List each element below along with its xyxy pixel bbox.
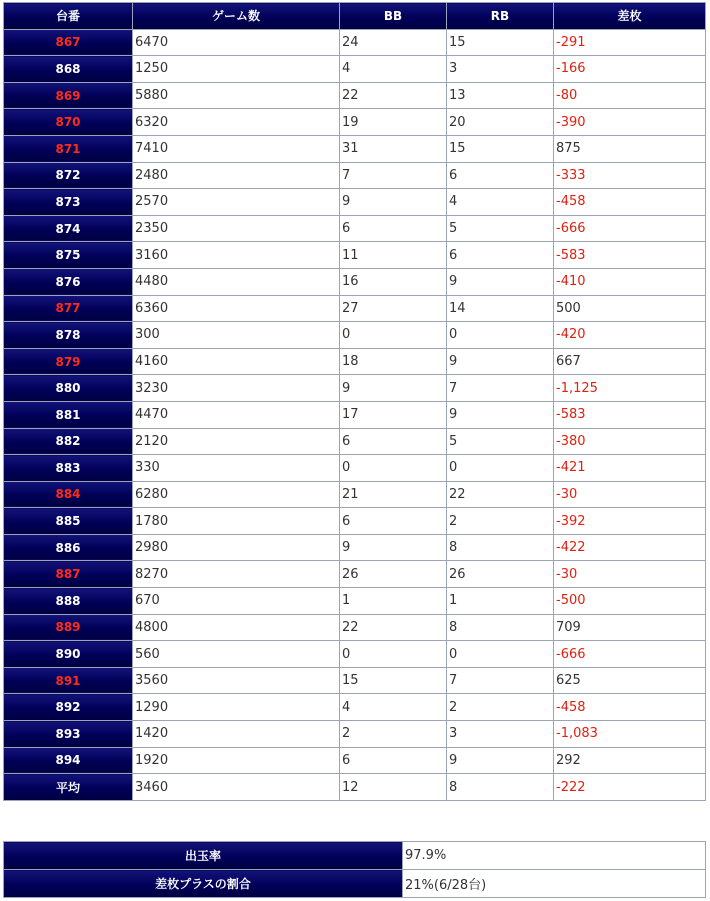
payout-label: 出玉率 — [4, 842, 403, 870]
diff-cell: -500 — [554, 588, 706, 615]
table-row — [4, 694, 706, 721]
diff-cell: -422 — [554, 534, 706, 561]
machine-number-cell: 884 — [4, 481, 133, 508]
games-cell: 670 — [133, 588, 340, 615]
table-row — [4, 614, 706, 641]
diff-cell: -666 — [554, 215, 706, 242]
table-row — [4, 508, 706, 535]
machine-number-cell: 881 — [4, 401, 133, 428]
machine-number-cell: 889 — [4, 614, 133, 641]
rb-cell: 0 — [447, 322, 554, 349]
games-cell: 300 — [133, 322, 340, 349]
header-machine: 台番 — [4, 3, 133, 30]
table-row — [4, 348, 706, 375]
rb-cell: 9 — [447, 747, 554, 774]
payout-row — [4, 842, 706, 870]
table-row — [4, 82, 706, 109]
diff-cell: -291 — [554, 29, 706, 56]
machine-number-cell: 874 — [4, 215, 133, 242]
diff-cell: 292 — [554, 747, 706, 774]
games-cell: 2120 — [133, 428, 340, 455]
diff-cell: -583 — [554, 242, 706, 269]
bb-cell: 9 — [340, 534, 447, 561]
bb-cell: 6 — [340, 428, 447, 455]
bb-cell: 11 — [340, 242, 447, 269]
machine-number-cell: 868 — [4, 56, 133, 83]
bb-cell: 16 — [340, 268, 447, 295]
games-cell: 2980 — [133, 534, 340, 561]
table-row — [4, 641, 706, 668]
average-label: 平均 — [4, 774, 133, 801]
table-row — [4, 481, 706, 508]
bb-cell: 18 — [340, 348, 447, 375]
diff-cell: 667 — [554, 348, 706, 375]
table-row — [4, 455, 706, 482]
summary-table — [3, 841, 706, 898]
games-cell: 8270 — [133, 561, 340, 588]
bb-cell: 6 — [340, 508, 447, 535]
rb-cell: 22 — [447, 481, 554, 508]
bb-cell: 9 — [340, 189, 447, 216]
rb-cell: 2 — [447, 508, 554, 535]
table-row — [4, 375, 706, 402]
diff-cell: -421 — [554, 455, 706, 482]
machine-number-cell: 870 — [4, 109, 133, 136]
rb-cell: 8 — [447, 614, 554, 641]
table-row — [4, 747, 706, 774]
machine-number-cell: 892 — [4, 694, 133, 721]
games-cell: 2480 — [133, 162, 340, 189]
machine-number-cell: 878 — [4, 322, 133, 349]
table-row — [4, 242, 706, 269]
diff-cell: -583 — [554, 401, 706, 428]
bb-cell: 26 — [340, 561, 447, 588]
average-games: 3460 — [133, 774, 340, 801]
machine-data-table — [3, 2, 706, 801]
table-row — [4, 189, 706, 216]
table-header-row — [4, 3, 706, 30]
diff-cell: 709 — [554, 614, 706, 641]
bb-cell: 7 — [340, 162, 447, 189]
rb-cell: 26 — [447, 561, 554, 588]
machine-number-cell: 869 — [4, 82, 133, 109]
table-row — [4, 322, 706, 349]
diff-cell: -410 — [554, 268, 706, 295]
bb-cell: 9 — [340, 375, 447, 402]
bb-cell: 19 — [340, 109, 447, 136]
games-cell: 7410 — [133, 135, 340, 162]
games-cell: 6470 — [133, 29, 340, 56]
machine-number-cell: 876 — [4, 268, 133, 295]
games-cell: 5880 — [133, 82, 340, 109]
games-cell: 4160 — [133, 348, 340, 375]
machine-number-cell: 888 — [4, 588, 133, 615]
rb-cell: 3 — [447, 56, 554, 83]
games-cell: 1250 — [133, 56, 340, 83]
diff-cell: 625 — [554, 667, 706, 694]
table-row — [4, 135, 706, 162]
machine-number-cell: 871 — [4, 135, 133, 162]
diff-cell: 500 — [554, 295, 706, 322]
bb-cell: 0 — [340, 455, 447, 482]
average-rb: 8 — [447, 774, 554, 801]
bb-cell: 15 — [340, 667, 447, 694]
games-cell: 1780 — [133, 508, 340, 535]
games-cell: 4470 — [133, 401, 340, 428]
diff-cell: 875 — [554, 135, 706, 162]
table-row — [4, 721, 706, 748]
rb-cell: 5 — [447, 428, 554, 455]
diff-cell: -80 — [554, 82, 706, 109]
diff-cell: -1,125 — [554, 375, 706, 402]
plus-ratio-value: 21%(6/28台) — [403, 870, 706, 898]
bb-cell: 17 — [340, 401, 447, 428]
table-row — [4, 56, 706, 83]
table-row — [4, 561, 706, 588]
rb-cell: 20 — [447, 109, 554, 136]
rb-cell: 15 — [447, 29, 554, 56]
machine-number-cell: 867 — [4, 29, 133, 56]
bb-cell: 0 — [340, 322, 447, 349]
machine-number-cell: 891 — [4, 667, 133, 694]
table-row — [4, 667, 706, 694]
table-row — [4, 29, 706, 56]
rb-cell: 9 — [447, 401, 554, 428]
rb-cell: 9 — [447, 348, 554, 375]
rb-cell: 7 — [447, 375, 554, 402]
games-cell: 2350 — [133, 215, 340, 242]
games-cell: 1920 — [133, 747, 340, 774]
bb-cell: 31 — [340, 135, 447, 162]
games-cell: 560 — [133, 641, 340, 668]
rb-cell: 6 — [447, 162, 554, 189]
plus-ratio-label: 差枚プラスの割合 — [4, 870, 403, 898]
diff-cell: -166 — [554, 56, 706, 83]
bb-cell: 2 — [340, 721, 447, 748]
table-row — [4, 215, 706, 242]
header-bb: BB — [340, 3, 447, 30]
machine-number-cell: 873 — [4, 189, 133, 216]
machine-number-cell: 877 — [4, 295, 133, 322]
games-cell: 4480 — [133, 268, 340, 295]
games-cell: 1290 — [133, 694, 340, 721]
rb-cell: 3 — [447, 721, 554, 748]
diff-cell: -1,083 — [554, 721, 706, 748]
games-cell: 2570 — [133, 189, 340, 216]
bb-cell: 21 — [340, 481, 447, 508]
diff-cell: -458 — [554, 189, 706, 216]
machine-number-cell: 879 — [4, 348, 133, 375]
rb-cell: 0 — [447, 641, 554, 668]
games-cell: 330 — [133, 455, 340, 482]
bb-cell: 4 — [340, 694, 447, 721]
diff-cell: -392 — [554, 508, 706, 535]
payout-value: 97.9% — [403, 842, 706, 870]
games-cell: 6360 — [133, 295, 340, 322]
rb-cell: 0 — [447, 455, 554, 482]
rb-cell: 1 — [447, 588, 554, 615]
diff-cell: -390 — [554, 109, 706, 136]
diff-cell: -420 — [554, 322, 706, 349]
machine-number-cell: 875 — [4, 242, 133, 269]
bb-cell: 6 — [340, 747, 447, 774]
bb-cell: 0 — [340, 641, 447, 668]
games-cell: 6280 — [133, 481, 340, 508]
header-diff: 差枚 — [554, 3, 706, 30]
table-body — [4, 29, 706, 774]
games-cell: 6320 — [133, 109, 340, 136]
diff-cell: -458 — [554, 694, 706, 721]
rb-cell: 8 — [447, 534, 554, 561]
games-cell: 3160 — [133, 242, 340, 269]
bb-cell: 1 — [340, 588, 447, 615]
machine-number-cell: 885 — [4, 508, 133, 535]
machine-number-cell: 887 — [4, 561, 133, 588]
games-cell: 4800 — [133, 614, 340, 641]
average-row — [4, 774, 706, 801]
rb-cell: 15 — [447, 135, 554, 162]
games-cell: 3230 — [133, 375, 340, 402]
bb-cell: 24 — [340, 29, 447, 56]
table-row — [4, 401, 706, 428]
plus-ratio-row — [4, 870, 706, 898]
machine-number-cell: 886 — [4, 534, 133, 561]
machine-number-cell: 883 — [4, 455, 133, 482]
table-row — [4, 295, 706, 322]
rb-cell: 7 — [447, 667, 554, 694]
rb-cell: 9 — [447, 268, 554, 295]
header-games: ゲーム数 — [133, 3, 340, 30]
diff-cell: -30 — [554, 561, 706, 588]
games-cell: 3560 — [133, 667, 340, 694]
rb-cell: 2 — [447, 694, 554, 721]
games-cell: 1420 — [133, 721, 340, 748]
rb-cell: 5 — [447, 215, 554, 242]
table-row — [4, 588, 706, 615]
diff-cell: -30 — [554, 481, 706, 508]
average-bb: 12 — [340, 774, 447, 801]
rb-cell: 13 — [447, 82, 554, 109]
machine-number-cell: 880 — [4, 375, 133, 402]
table-row — [4, 162, 706, 189]
diff-cell: -666 — [554, 641, 706, 668]
rb-cell: 4 — [447, 189, 554, 216]
machine-number-cell: 894 — [4, 747, 133, 774]
machine-number-cell: 882 — [4, 428, 133, 455]
machine-number-cell: 893 — [4, 721, 133, 748]
diff-cell: -333 — [554, 162, 706, 189]
bb-cell: 22 — [340, 614, 447, 641]
average-diff: -222 — [554, 774, 706, 801]
table-row — [4, 109, 706, 136]
header-rb: RB — [447, 3, 554, 30]
machine-number-cell: 872 — [4, 162, 133, 189]
rb-cell: 6 — [447, 242, 554, 269]
table-row — [4, 428, 706, 455]
bb-cell: 27 — [340, 295, 447, 322]
bb-cell: 6 — [340, 215, 447, 242]
bb-cell: 4 — [340, 56, 447, 83]
table-row — [4, 534, 706, 561]
bb-cell: 22 — [340, 82, 447, 109]
machine-number-cell: 890 — [4, 641, 133, 668]
rb-cell: 14 — [447, 295, 554, 322]
diff-cell: -380 — [554, 428, 706, 455]
table-row — [4, 268, 706, 295]
